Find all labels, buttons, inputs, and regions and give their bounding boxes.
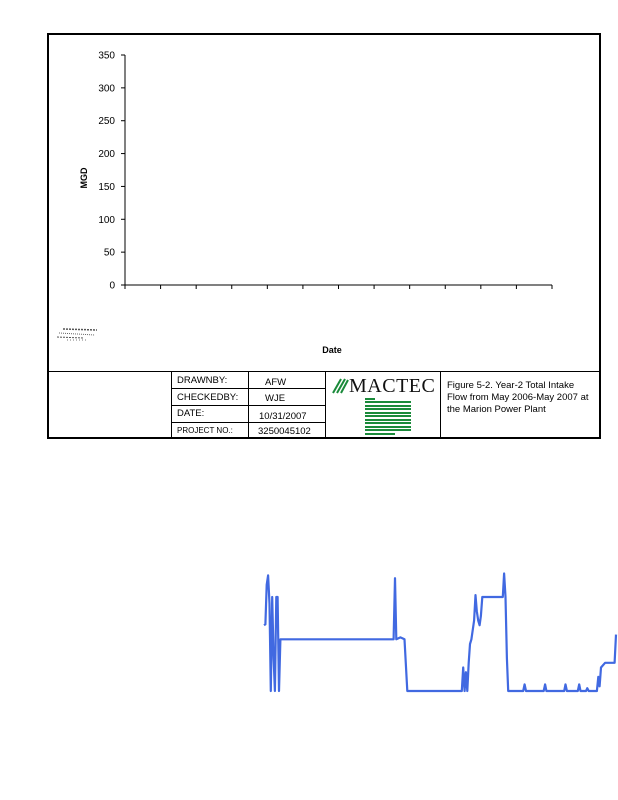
project-no-label: PROJECT NO.: bbox=[177, 426, 233, 435]
y-tick-label: 150 bbox=[98, 181, 115, 193]
y-tick-label: 50 bbox=[103, 247, 115, 259]
figure-caption: Figure 5-2. Year-2 Total Intake Flow from May 2006-May 2007 at the Marion Power Plant bbox=[447, 380, 589, 415]
y-tick-label: 250 bbox=[98, 116, 115, 128]
flow-series-line bbox=[264, 574, 616, 692]
y-tick-label: 0 bbox=[109, 280, 115, 292]
drawn-by-value: AFW bbox=[265, 377, 287, 388]
checked-by-value: WJE bbox=[265, 393, 286, 404]
date-label: DATE: bbox=[177, 408, 205, 419]
x-axis-label: Date bbox=[322, 345, 342, 355]
project-no-value: 3250045102 bbox=[258, 426, 311, 437]
y-tick-label: 300 bbox=[98, 83, 115, 95]
company-name: MACTEC bbox=[349, 375, 436, 397]
drawn-by-label: DRAWNBY: bbox=[177, 375, 228, 386]
checked-by-label: CHECKEDBY: bbox=[177, 392, 239, 403]
y-axis-label: MGD bbox=[79, 167, 89, 189]
date-value: 10/31/2007 bbox=[259, 411, 307, 422]
y-tick-label: 200 bbox=[98, 149, 115, 161]
y-tick-label: 100 bbox=[98, 214, 115, 226]
y-tick-label: 350 bbox=[98, 50, 115, 62]
